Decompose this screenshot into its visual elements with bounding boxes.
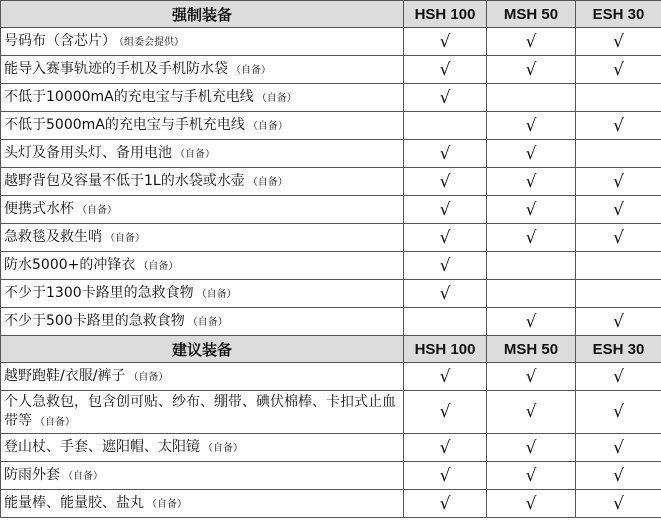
- item-name: 个人急救包，包含创可贴、纱布、绷带、碘伏棉棒、卡扣式止血带等: [4, 393, 396, 429]
- section-header-suggested: [1, 336, 661, 363]
- esh-check: √: [576, 196, 661, 224]
- item-name: 越野背包及容量不低于1L的水袋或水壶: [4, 172, 245, 189]
- hsh-check: √: [404, 56, 487, 84]
- msh-check: √: [487, 196, 576, 224]
- item-name-cell: [1, 196, 404, 224]
- table-row: [1, 462, 661, 490]
- item-note: （自备）: [231, 64, 271, 76]
- hsh-check: √: [404, 363, 487, 391]
- table-row: [1, 28, 661, 56]
- table-row: [1, 224, 661, 252]
- item-name: 号码布（含芯片）: [4, 32, 116, 49]
- table-row: [1, 196, 661, 224]
- msh-check: √: [487, 434, 576, 462]
- item-name-cell: [1, 56, 404, 84]
- table-row: [1, 490, 661, 518]
- item-name: 便携式水杯: [4, 200, 74, 217]
- hsh-check: √: [404, 490, 487, 518]
- item-name-cell: [1, 112, 404, 140]
- esh-check: √: [576, 434, 661, 462]
- item-name: 不低于10000mA的充电宝与手机充电线: [4, 88, 254, 105]
- msh-check: [487, 252, 576, 280]
- table-row: [1, 252, 661, 280]
- esh-check: √: [576, 224, 661, 252]
- item-name-cell: [1, 84, 404, 112]
- item-name: 不少于1300卡路里的急救食物: [4, 284, 194, 301]
- item-note: （自备）: [128, 371, 169, 383]
- hsh-check: √: [404, 196, 487, 224]
- column-header-msh: MSH 50: [487, 1, 576, 28]
- hsh-check: √: [404, 84, 487, 112]
- item-name: 头灯及备用头灯、备用电池: [4, 144, 172, 161]
- esh-check: [576, 140, 661, 168]
- esh-check: √: [576, 112, 661, 140]
- column-header-esh: ESH 30: [576, 336, 661, 363]
- msh-check: √: [487, 462, 576, 490]
- item-note: （自备）: [63, 470, 103, 482]
- esh-check: √: [576, 56, 661, 84]
- column-header-hsh: HSH 100: [404, 336, 487, 363]
- item-name-cell: [1, 490, 404, 518]
- item-note: （自备）: [203, 442, 243, 454]
- column-header-msh: MSH 50: [487, 336, 576, 363]
- item-note: （自备）: [247, 176, 288, 188]
- msh-check: √: [487, 140, 576, 168]
- item-note: （自备）: [147, 498, 187, 510]
- item-note: （自备）: [196, 288, 237, 300]
- esh-check: √: [576, 462, 661, 490]
- item-note: （自备）: [256, 92, 297, 104]
- hsh-check: √: [404, 391, 487, 434]
- msh-check: √: [487, 391, 576, 434]
- item-name-cell: [1, 224, 404, 252]
- msh-check: [487, 84, 576, 112]
- msh-check: √: [487, 363, 576, 391]
- item-name-cell: [1, 140, 404, 168]
- item-note: （自备）: [187, 316, 228, 328]
- hsh-check: √: [404, 280, 487, 308]
- item-name-cell: [1, 363, 404, 391]
- table-row: [1, 84, 661, 112]
- msh-check: √: [487, 224, 576, 252]
- msh-check: √: [487, 490, 576, 518]
- msh-check: √: [487, 112, 576, 140]
- hsh-check: √: [404, 140, 487, 168]
- msh-check: [487, 280, 576, 308]
- esh-check: √: [576, 308, 661, 336]
- hsh-check: √: [404, 224, 487, 252]
- item-name-cell: [1, 252, 404, 280]
- column-header-hsh: HSH 100: [404, 1, 487, 28]
- item-note: （自备）: [105, 232, 145, 244]
- item-note: （自备）: [175, 148, 215, 160]
- item-name-cell: [1, 308, 404, 336]
- item-name-cell: [1, 391, 404, 434]
- item-name-cell: [1, 280, 404, 308]
- section-header-mandatory: [1, 1, 661, 28]
- item-note: （自备）: [247, 120, 288, 132]
- table-row: [1, 56, 661, 84]
- hsh-check: √: [404, 462, 487, 490]
- item-name: 急救毯及救生哨: [4, 228, 102, 245]
- section-title: 建议装备: [1, 336, 404, 363]
- esh-check: √: [576, 363, 661, 391]
- item-name: 不少于500卡路里的急救食物: [4, 312, 185, 329]
- esh-check: √: [576, 28, 661, 56]
- item-name: 防雨外套: [4, 466, 60, 483]
- item-name: 不低于5000mA的充电宝与手机充电线: [4, 116, 245, 133]
- esh-check: [576, 84, 661, 112]
- item-name: 能导入赛事轨迹的手机及手机防水袋: [4, 60, 228, 77]
- hsh-check: √: [404, 28, 487, 56]
- table-row: [1, 434, 661, 462]
- item-note: （组委会提供）: [119, 36, 184, 48]
- item-note: （自备）: [35, 416, 75, 428]
- table-row: [1, 112, 661, 140]
- item-name: 越野跑鞋/衣服/裤子: [4, 367, 126, 384]
- msh-check: √: [487, 56, 576, 84]
- item-name: 能量棒、能量胶、盐丸: [4, 494, 144, 511]
- item-note: （自备）: [77, 204, 117, 216]
- table-row: [1, 168, 661, 196]
- item-name-cell: [1, 28, 404, 56]
- esh-check: √: [576, 391, 661, 434]
- msh-check: √: [487, 168, 576, 196]
- table-row: [1, 140, 661, 168]
- hsh-check: [404, 308, 487, 336]
- item-name: 登山杖、手套、遮阳帽、太阳镜: [4, 438, 200, 455]
- item-note: （自备）: [138, 260, 179, 272]
- item-name-cell: [1, 434, 404, 462]
- esh-check: [576, 280, 661, 308]
- table-row: [1, 280, 661, 308]
- table-row: [1, 391, 661, 434]
- item-name-cell: [1, 168, 404, 196]
- table-row: [1, 363, 661, 391]
- item-name-cell: [1, 462, 404, 490]
- esh-check: √: [576, 168, 661, 196]
- table-row: [1, 308, 661, 336]
- item-name: 防水5000+的冲锋衣: [4, 256, 136, 273]
- column-header-esh: ESH 30: [576, 1, 661, 28]
- hsh-check: √: [404, 252, 487, 280]
- msh-check: √: [487, 308, 576, 336]
- esh-check: [576, 252, 661, 280]
- section-title: 强制装备: [1, 1, 404, 28]
- hsh-check: [404, 112, 487, 140]
- hsh-check: √: [404, 168, 487, 196]
- esh-check: √: [576, 490, 661, 518]
- hsh-check: √: [404, 434, 487, 462]
- msh-check: √: [487, 28, 576, 56]
